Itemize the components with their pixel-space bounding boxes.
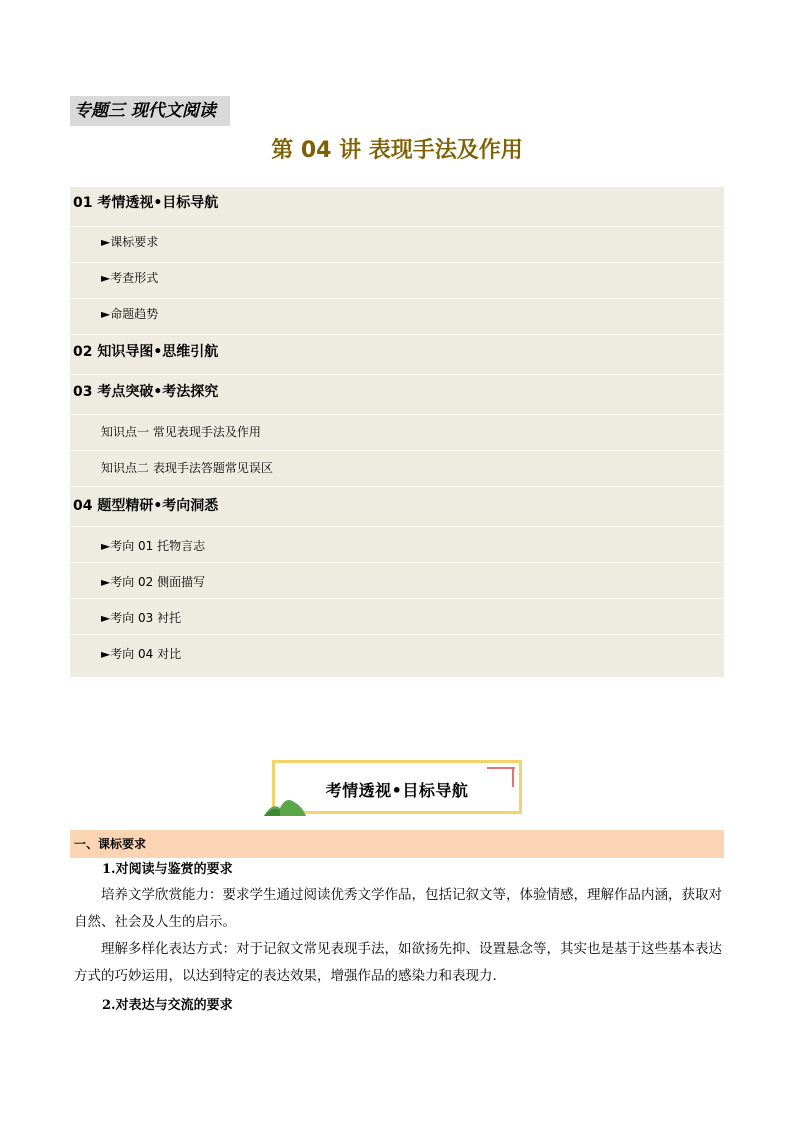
toc-item[interactable]: 知识点二 表现手法答题常见误区 <box>70 451 724 487</box>
toc-section-1[interactable]: 01 考情透视•目标导航 <box>70 187 724 227</box>
paragraph-2: 理解多样化表达方式：对于记叙文常见表现手法，如欲扬先抑、设置悬念等，其实也是基于这些基本表达方式的巧妙运用，以达到特定的表达效果，增强作品的感染力和表现力. <box>74 941 722 984</box>
toc-item[interactable]: ►考查形式 <box>70 263 724 299</box>
toc-item[interactable]: 知识点一 常见表现手法及作用 <box>70 415 724 451</box>
toc-item[interactable]: ►考向 03 衬托 <box>70 599 724 635</box>
toc-section-4[interactable]: 04 题型精研•考向洞悉 <box>70 487 724 527</box>
table-of-contents <box>70 187 724 677</box>
lecture-title: 第 04 讲 表现手法及作用 <box>271 138 523 163</box>
section-heading-bar: 一、课标要求 <box>70 830 724 858</box>
toc-item[interactable]: ►课标要求 <box>70 227 724 263</box>
toc-section-3[interactable]: 03 考点突破•考法探究 <box>70 375 724 415</box>
banner-corner-decoration <box>485 765 525 795</box>
toc-item[interactable]: ►考向 04 对比 <box>101 647 182 661</box>
toc-item[interactable]: ►考向 01 托物言志 <box>70 527 724 563</box>
toc-item[interactable]: ►命题趋势 <box>70 299 724 335</box>
paragraph-1: 培养文学欣赏能力：要求学生通过阅读优秀文学作品，包括记叙文等，体验情感，理解作品内涵，获取对自然、社会及人生的启示。 <box>74 887 722 930</box>
banner-title: 考情透视•目标导航 <box>325 781 469 800</box>
topic-label: 专题三 现代文阅读 <box>70 96 230 126</box>
toc-item[interactable]: ►考向 02 侧面描写 <box>70 563 724 599</box>
subheading-2: 2.对表达与交流的要求 <box>102 998 233 1013</box>
subheading-1: 1.对阅读与鉴赏的要求 <box>102 862 233 877</box>
toc-section-2[interactable]: 02 知识导图•思维引航 <box>70 335 724 375</box>
hills-decoration <box>262 794 310 818</box>
